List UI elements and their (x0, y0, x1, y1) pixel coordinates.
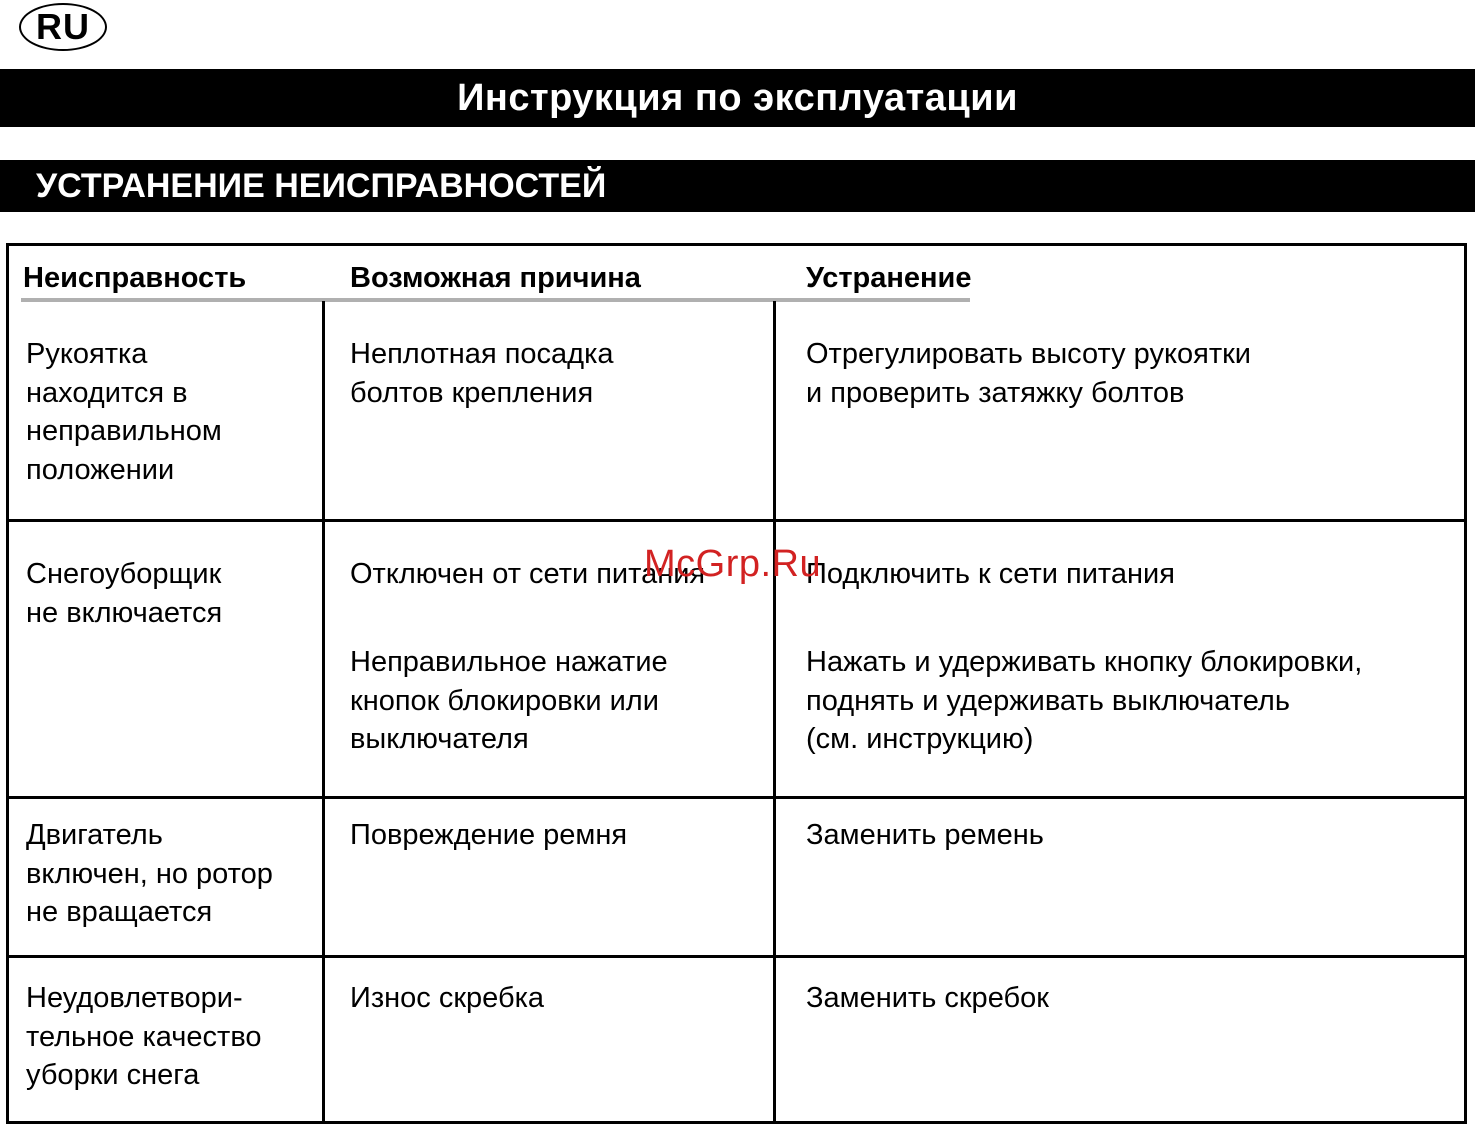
row3-cause: Повреждение ремня (350, 819, 628, 851)
column-header-remedy: Устранение (806, 262, 972, 294)
row-divider-3 (6, 955, 1467, 958)
section-heading: УСТРАНЕНИЕ НЕИСПРАВНОСТЕЙ (36, 166, 607, 205)
row2-remedy-1: Подключить к сети питания (806, 558, 1175, 590)
row2-remedy-2: Нажать и удерживать кнопку блокировки, поднять и удерживать выключатель (см. инструкцию) (806, 646, 1363, 755)
row4-remedy: Заменить скребок (806, 982, 1049, 1014)
row1-cause: Неплотная посадка болтов крепления (350, 338, 614, 409)
row1-remedy: Отрегулировать высоту рукоятки и проверить затяжку болтов (806, 338, 1251, 409)
row2-fault: Снегоуборщик не включается (26, 558, 223, 629)
row4-cause: Износ скребка (350, 982, 545, 1014)
row3-fault: Двигатель включен, но ротор не вращается (26, 819, 273, 928)
column-divider-1 (322, 301, 325, 1124)
row2-cause-2: Неправильное нажатие кнопок блокировки или выключателя (350, 646, 668, 755)
watermark-text: McGrp.Ru (644, 543, 822, 585)
column-divider-2 (773, 301, 776, 1124)
column-header-fault: Неисправность (23, 262, 247, 294)
row4-fault: Неудовлетвори- тельное качество уборки снега (26, 982, 262, 1091)
row3-remedy: Заменить ремень (806, 819, 1044, 851)
document-title: Инструкция по эксплуатации (457, 76, 1018, 119)
row-divider-1 (6, 519, 1467, 522)
header-underline-fault (21, 298, 324, 302)
row2-cause-1: Отключен от сети питания (350, 558, 706, 590)
language-badge (19, 3, 107, 51)
header-underline-remedy (775, 298, 970, 302)
header-underline-cause (324, 298, 775, 302)
document-title-bar (0, 69, 1475, 127)
row1-fault: Рукоятка находится в неправильном положении (26, 338, 222, 486)
row-divider-2 (6, 796, 1467, 799)
column-header-cause: Возможная причина (350, 262, 641, 294)
section-heading-bar (0, 160, 1475, 212)
language-label: RU (36, 6, 90, 47)
